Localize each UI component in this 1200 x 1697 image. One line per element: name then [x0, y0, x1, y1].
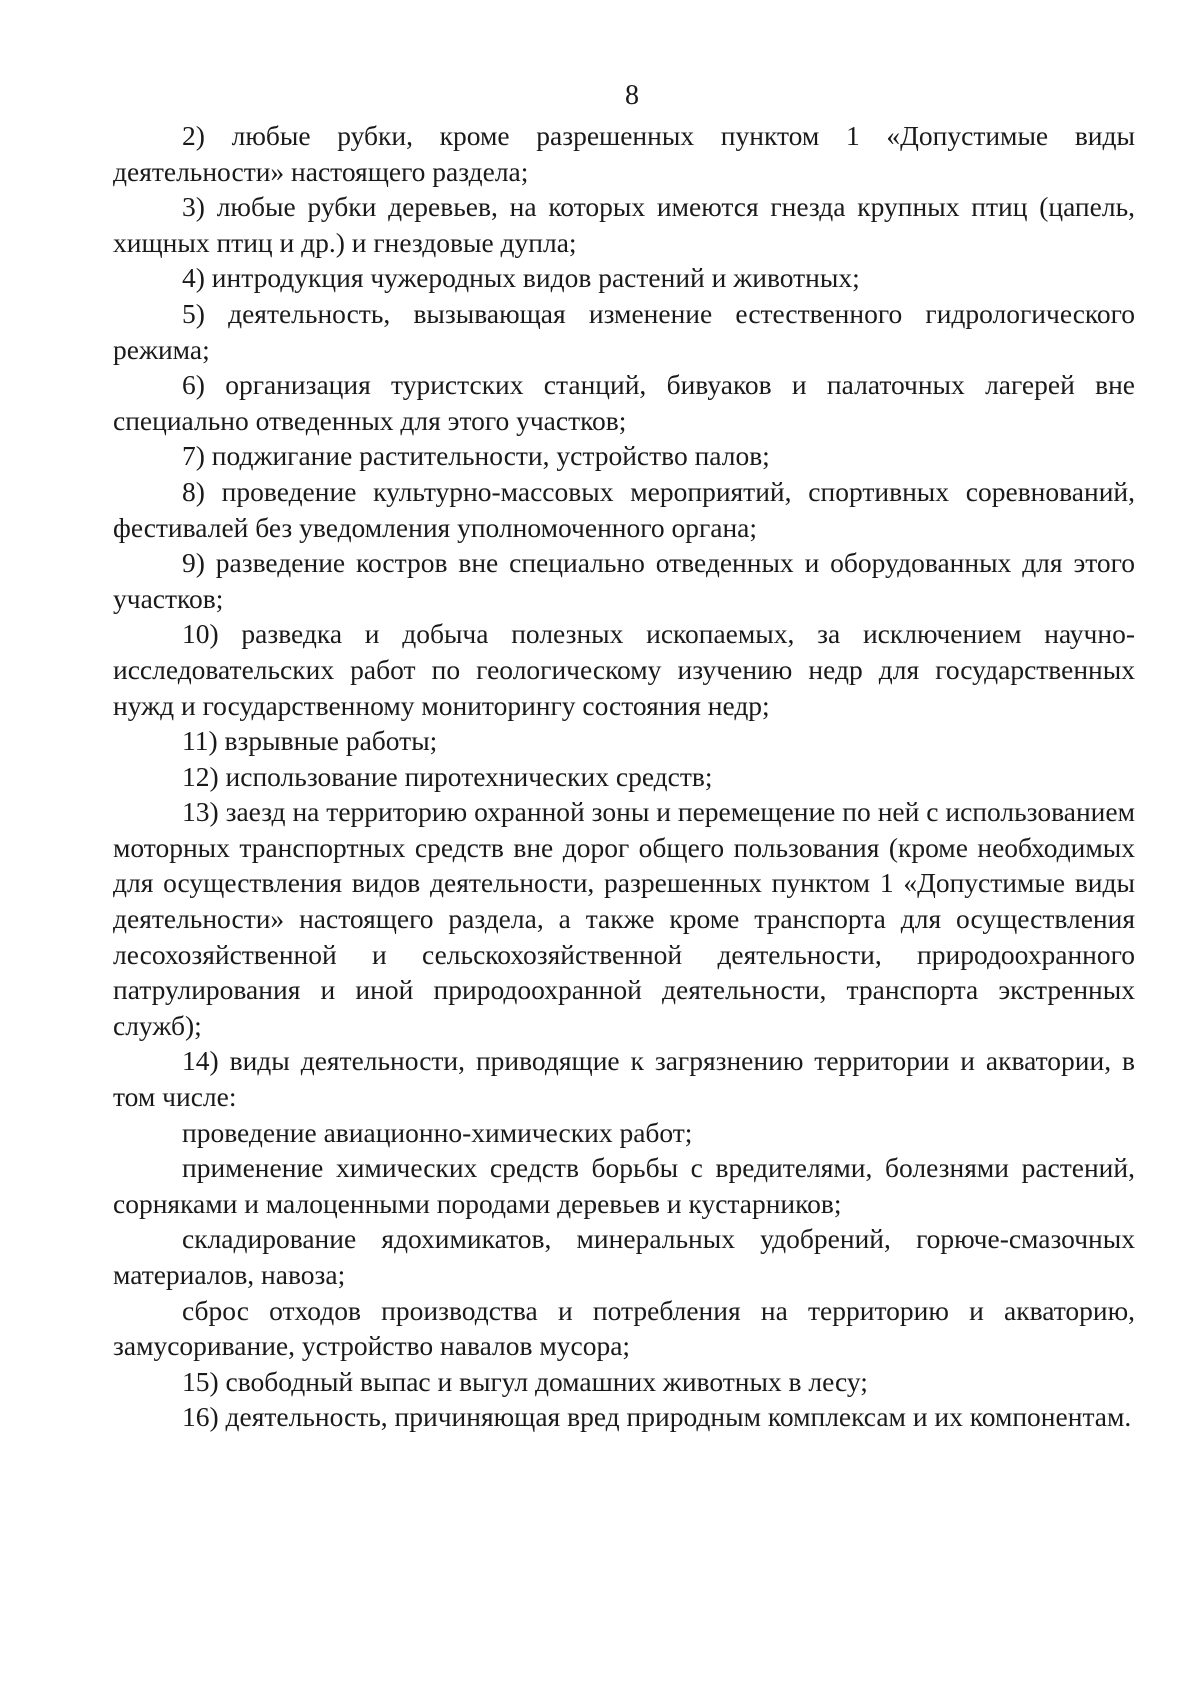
list-item-10: 10) разведка и добыча полезных ископаемых, за исключением научно-исследовательских работ по геологическому изучению недр для государственных нужд и государственному мониторингу состояния недр;	[113, 618, 1135, 721]
page-number: 8	[625, 80, 639, 111]
list-item-16: 16) деятельность, причиняющая вред природным комплексам и их компонентам.	[182, 1401, 1132, 1433]
sub-item-aviation-chemical: проведение авиационно-химических работ;	[182, 1116, 693, 1148]
list-item-5: 5) деятельность, вызывающая изменение естественного гидрологического режима;	[113, 297, 1135, 365]
document-body	[113, 118, 1135, 1435]
list-item-2: 2) любые рубки, кроме разрешенных пунктом 1 «Допустимые виды деятельности» настоящего раздела;	[113, 120, 1135, 187]
list-item-11: 11) взрывные работы;	[182, 725, 438, 757]
sub-item-waste-dumping: сброс отходов производства и потребления на территорию и акваторию, замусоривание, устройство навалов мусора;	[113, 1294, 1135, 1362]
list-item-15: 15) свободный выпас и выгул домашних животных в лесу;	[182, 1365, 868, 1397]
list-item-8: 8) проведение культурно-массовых мероприятий, спортивных соревнований, фестивалей без уведомления уполномоченного органа;	[113, 475, 1135, 543]
sub-item-chemical-pest-control: применение химических средств борьбы с вредителями, болезнями растений, сорняками и малоценными породами деревьев и кустарников;	[113, 1152, 1135, 1219]
list-item-13: 13) заезд на территорию охранной зоны и перемещение по ней с использованием моторных транспортных средств вне дорог общего пользования (кроме необходимых для осуществления видов деятельности, разрешенных пунктом 1 «Допустимые виды деятельности» настоящего раздела, а также кроме транспорта для осуществления лесохозяйственной и сельскохозяйственной деятельности, природоохранного патрулирования и иной природоохранной деятельности, транспорта экстренных служб);	[113, 796, 1135, 1041]
sub-item-storage-chemicals: складирование ядохимикатов, минеральных удобрений, горюче-смазочных материалов, навоза;	[113, 1223, 1135, 1290]
list-item-14: 14) виды деятельности, приводящие к загрязнению территории и акватории, в том числе:	[113, 1045, 1135, 1113]
list-item-7: 7) поджигание растительности, устройство палов;	[182, 440, 770, 472]
list-item-4: 4) интродукция чужеродных видов растений и животных;	[182, 262, 860, 294]
list-item-9: 9) разведение костров вне специально отведенных и оборудованных для этого участков;	[113, 547, 1135, 614]
list-item-3: 3) любые рубки деревьев, на которых имеются гнезда крупных птиц (цапель, хищных птиц и др.) и гнездовые дупла;	[113, 191, 1135, 258]
list-item-12: 12) использование пиротехнических средств;	[182, 760, 713, 792]
list-item-6: 6) организация туристских станций, бивуаков и палаточных лагерей вне специально отведенных для этого участков;	[113, 369, 1135, 436]
